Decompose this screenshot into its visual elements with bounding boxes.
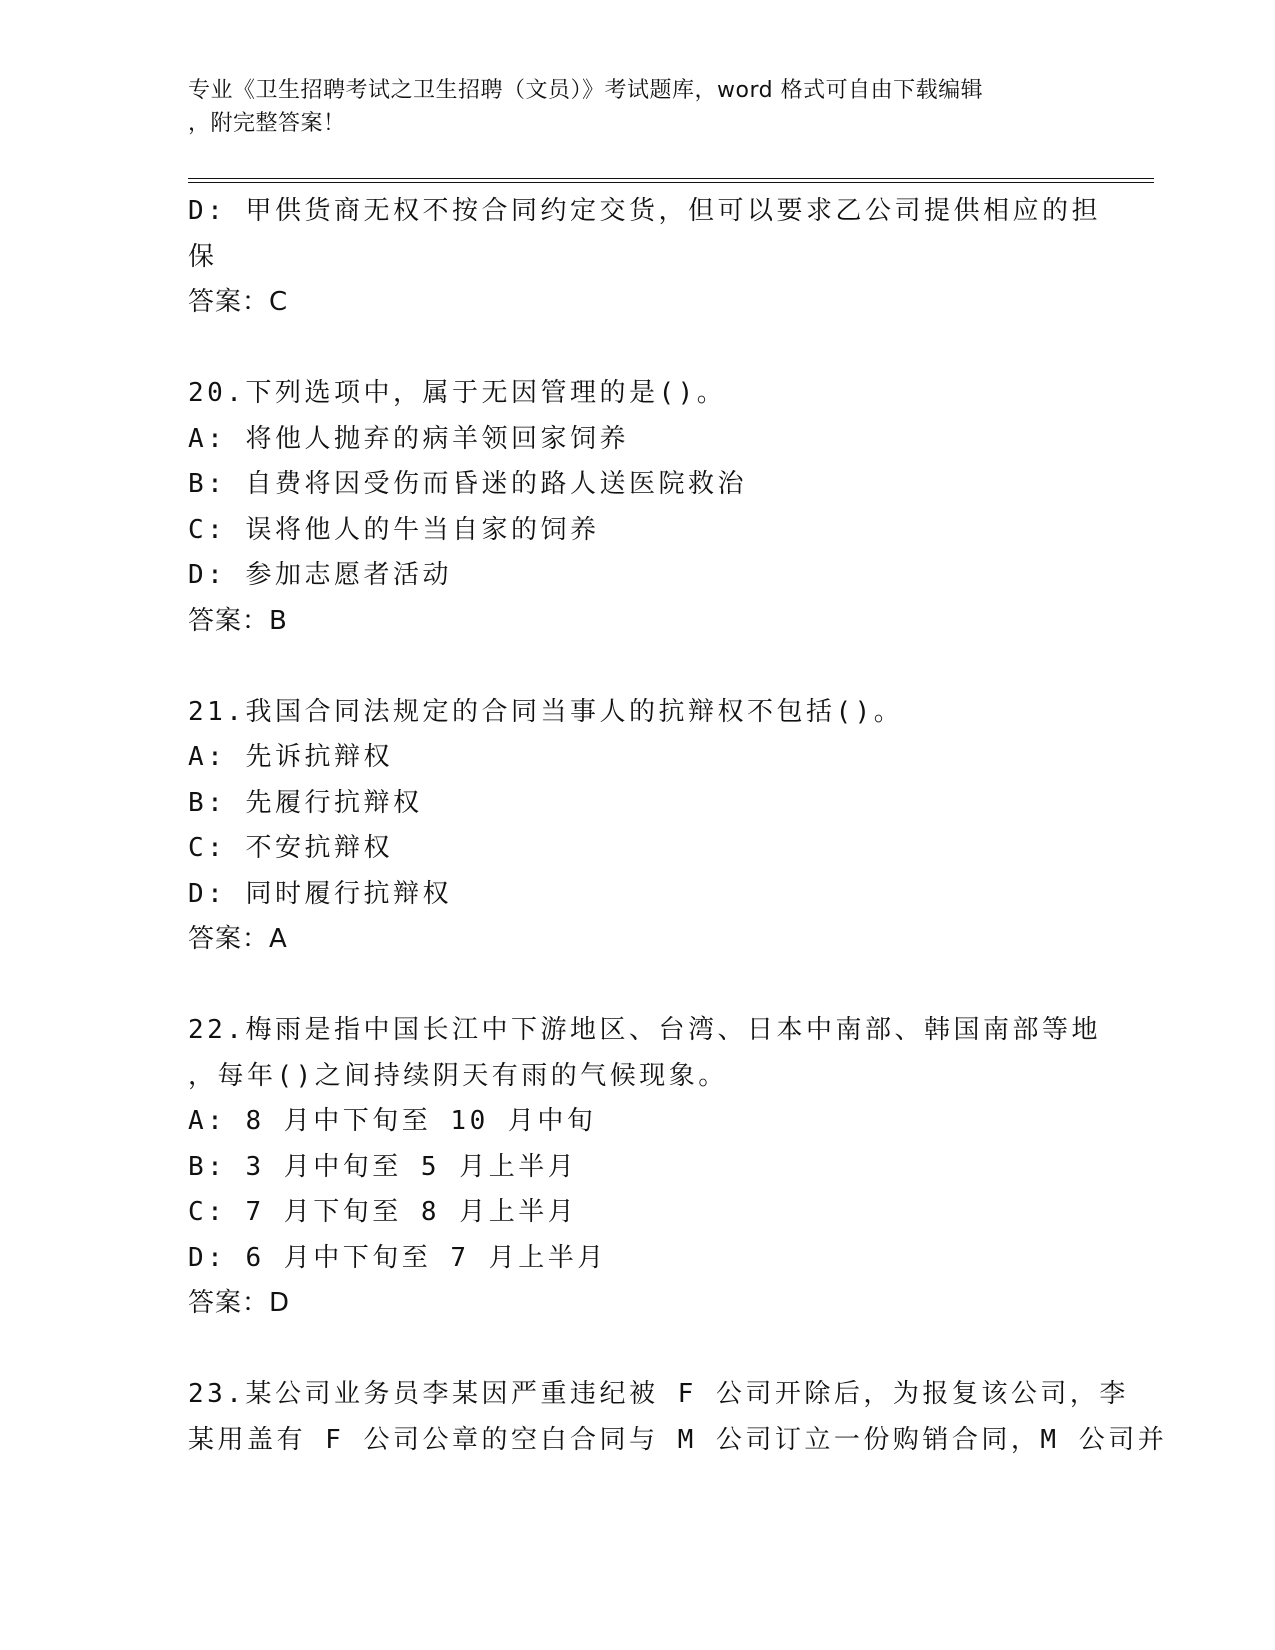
previous-question-tail bbox=[188, 189, 1101, 326]
question-stem: 22.梅雨是指中国长江中下游地区、台湾、日本中南部、韩国南部等地 bbox=[188, 1015, 1101, 1045]
question-22 bbox=[188, 1008, 1101, 1327]
option-b: B: 3 月中旬至 5 月上半月 bbox=[188, 1151, 578, 1182]
question-content bbox=[188, 189, 1168, 1463]
option-c: C: 误将他人的牛当自家的饲养 bbox=[188, 514, 600, 545]
header-line-2: ，附完整答案！ bbox=[188, 111, 346, 136]
question-stem-continued: 某用盖有 F 公司公章的空白合同与 M 公司订立一份购销合同，M 公司并 bbox=[188, 1424, 1168, 1455]
question-21 bbox=[188, 690, 1088, 963]
option-b: B: 先履行抗辩权 bbox=[188, 787, 423, 818]
document-header bbox=[188, 74, 1088, 140]
spacer bbox=[188, 1327, 1088, 1373]
option-c: C: 不安抗辩权 bbox=[188, 833, 393, 863]
option-d: D: 同时履行抗辩权 bbox=[188, 878, 452, 909]
question-stem: 23.某公司业务员李某因严重违纪被 F 公司开除后，为报复该公司，李 bbox=[188, 1379, 1129, 1409]
question-stem: 21.我国合同法规定的合同当事人的抗辩权不包括()。 bbox=[188, 696, 904, 727]
answer-line: 答案：D bbox=[188, 1288, 291, 1318]
question-20 bbox=[188, 371, 1088, 644]
option-d: D: 参加志愿者活动 bbox=[188, 560, 452, 590]
question-23 bbox=[188, 1372, 1168, 1463]
answer-line: 答案：C bbox=[188, 287, 289, 317]
answer-line: 答案：B bbox=[188, 605, 288, 636]
option-a: A: 将他人抛弃的病羊领回家饲养 bbox=[188, 423, 629, 454]
option-a: A: 8 月中下旬至 10 月中旬 bbox=[188, 1106, 597, 1136]
spacer bbox=[188, 644, 1088, 690]
spacer bbox=[188, 326, 1088, 372]
question-stem-continued: ，每年()之间持续阴天有雨的气候现象。 bbox=[188, 1060, 728, 1091]
spacer bbox=[188, 963, 1088, 1009]
option-d: D: 6 月中下旬至 7 月上半月 bbox=[188, 1242, 607, 1273]
header-line-1: 专业《卫生招聘考试之卫生招聘（文员）》考试题库，word 格式可自由下载编辑 bbox=[188, 78, 984, 103]
option-c: C: 7 月下旬至 8 月上半月 bbox=[188, 1197, 578, 1227]
option-d-continued: 保 bbox=[188, 241, 218, 272]
option-a: A: 先诉抗辩权 bbox=[188, 742, 393, 772]
option-d: D: 甲供货商无权不按合同约定交货，但可以要求乙公司提供相应的担 bbox=[188, 196, 1101, 226]
header-divider-top bbox=[188, 178, 1154, 179]
question-stem: 20.下列选项中，属于无因管理的是()。 bbox=[188, 378, 727, 408]
option-b: B: 自费将因受伤而昏迷的路人送医院救治 bbox=[188, 469, 747, 499]
answer-line: 答案：A bbox=[188, 924, 288, 954]
header-divider-bottom bbox=[188, 182, 1154, 183]
